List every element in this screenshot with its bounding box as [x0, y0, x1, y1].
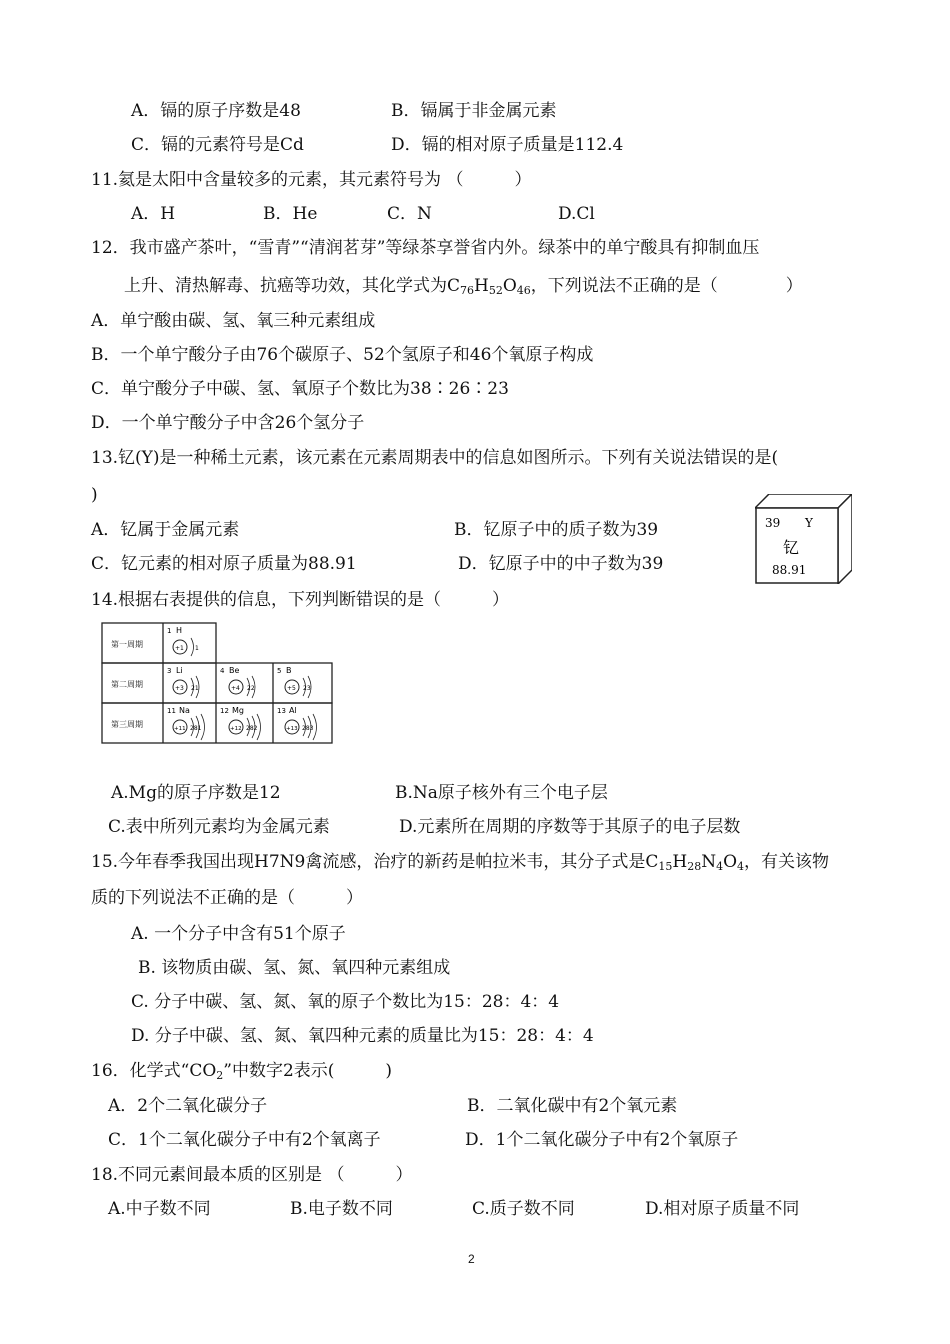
q13-option-b: B．钇原子中的质子数为39 — [454, 520, 659, 540]
q16-sub: 2 — [216, 1069, 224, 1082]
q15-stem-pre: 15.今年春季我国出现H7N9禽流感，治疗的新药是帕拉米韦，其分子式是C — [91, 852, 659, 872]
q15-option-b: B. 该物质由碳、氢、氮、氧四种元素组成 — [138, 958, 451, 978]
q15-stem-post: ，有关该物 — [744, 852, 830, 872]
q15-option-d: D. 分子中碳、氢、氮、氧四种元素的质量比为15：28：4：4 — [131, 1026, 594, 1046]
q18-option-a: A.中子数不同 — [108, 1199, 211, 1219]
q14-stem: 14.根据右表提供的信息，下列判断错误的是（ ） — [91, 590, 510, 610]
q15-option-c: C. 分子中碳、氢、氮、氧的原子个数比为15：28：4：4 — [131, 992, 560, 1012]
yttrium-element-cell — [755, 494, 852, 584]
na-number: 11 — [167, 707, 176, 715]
al-nucleus: +13 — [286, 726, 298, 732]
q10-option-c: C．镉的元素符号是Cd — [131, 135, 304, 155]
q16-option-d: D．1个二氧化碳分子中有2个氧原子 — [465, 1130, 739, 1150]
al-symbol: Al — [289, 706, 297, 715]
be-electrons: 22 — [247, 685, 255, 692]
q12-sub-h: 52 — [488, 284, 503, 297]
q13-stem-line1: 13.钇(Y)是一种稀土元素，该元素在元素周期表中的信息如图所示。下列有关说法错误的是( — [91, 448, 779, 468]
q16-stem-post: ”中数字2表示( ) — [223, 1061, 393, 1081]
q12-sub-c: 76 — [460, 284, 475, 297]
yttrium-name: 钇 — [783, 538, 800, 557]
period-label-3: 第三周期 — [111, 720, 143, 729]
cell-lithium — [167, 666, 199, 698]
cell-aluminium — [277, 706, 317, 740]
li-symbol: Li — [176, 666, 183, 675]
q14-option-c: C.表中所列元素均为金属元素 — [108, 817, 330, 837]
q12-option-d: D．一个单宁酸分子中含26个氢分子 — [91, 413, 365, 433]
q12-option-a: A．单宁酸由碳、氢、氧三种元素组成 — [91, 311, 376, 331]
q13-stem-line2: ) — [91, 485, 98, 505]
cell-beryllium — [220, 666, 255, 698]
q15-stem-line2: 质的下列说法不正确的是（ ） — [91, 888, 363, 908]
period-label-2: 第二周期 — [111, 680, 143, 689]
q11-option-c: C．N — [387, 204, 432, 224]
q11-option-d: D.Cl — [558, 204, 595, 224]
q15-option-a: A. 一个分子中含有51个原子 — [131, 924, 346, 944]
q10-option-b: B．镉属于非金属元素 — [391, 101, 557, 121]
q18-option-c: C.质子数不同 — [472, 1199, 575, 1219]
q16-stem-pre: 16．化学式“CO — [91, 1061, 217, 1081]
mg-nucleus: +12 — [230, 726, 242, 732]
na-electrons: 281 — [190, 725, 202, 732]
yttrium-symbol: Y — [805, 516, 813, 530]
b-electrons: 23 — [303, 685, 311, 692]
q15-sub-c: 15 — [658, 860, 673, 873]
q12-stem-line2 — [124, 275, 803, 297]
q14-option-b: B.Na原子核外有三个电子层 — [395, 783, 608, 803]
q15-h: H — [672, 852, 688, 872]
q10-option-a: A．镉的原子序数是48 — [131, 101, 301, 121]
b-symbol: B — [286, 666, 292, 675]
q14-option-a: A.Mg的原子序数是12 — [111, 783, 281, 803]
q11-option-b: B．He — [263, 204, 318, 224]
page-number: 2 — [468, 1252, 475, 1266]
q15-sub-h: 28 — [687, 860, 702, 873]
yttrium-mass: 88.91 — [772, 563, 807, 577]
q18-option-b: B.电子数不同 — [290, 1199, 393, 1219]
be-symbol: Be — [229, 666, 240, 675]
b-nucleus: +5 — [287, 685, 296, 692]
cell-magnesium — [220, 706, 261, 740]
q15-n: N — [701, 852, 717, 872]
q12-option-b: B．一个单宁酸分子由76个碳原子、52个氢原子和46个氧原子构成 — [91, 345, 594, 365]
q15-o: O — [723, 852, 738, 872]
q16-stem — [91, 1060, 392, 1082]
q13-option-a: A．钇属于金属元素 — [91, 520, 240, 540]
li-number: 3 — [167, 667, 172, 675]
q12-stem-line1: 12．我市盛产茶叶，“雪青”“清润茗芽”等绿茶享誉省内外。绿茶中的单宁酸具有抑制血压 — [91, 238, 760, 258]
q13-option-d: D．钇原子中的中子数为39 — [458, 554, 664, 574]
mg-number: 12 — [220, 707, 229, 715]
q16-option-c: C．1个二氧化碳分子中有2个氧离子 — [108, 1130, 381, 1150]
q15-sub-n: 4 — [716, 860, 724, 873]
h-symbol: H — [176, 626, 183, 635]
mg-electrons: 282 — [246, 725, 258, 732]
mg-symbol: Mg — [232, 706, 244, 715]
h-electrons: 1 — [195, 645, 199, 652]
li-nucleus: +3 — [175, 685, 184, 692]
q12-stem-pre: 上升、清热解毒、抗癌等功效，其化学式为C — [124, 276, 461, 296]
b-number: 5 — [277, 667, 282, 675]
q11-stem: 11.氦是太阳中含量较多的元素，其元素符号为 （ ） — [91, 170, 532, 190]
q10-option-d: D．镉的相对原子质量是112.4 — [391, 135, 624, 155]
q18-option-d: D.相对原子质量不同 — [645, 1199, 800, 1219]
q12-h: H — [474, 276, 489, 296]
q18-stem: 18.不同元素间最本质的区别是 （ ） — [91, 1165, 413, 1185]
al-number: 13 — [277, 707, 286, 715]
yttrium-atomic-number: 39 — [765, 516, 781, 530]
q16-option-a: A．2个二氧化碳分子 — [108, 1096, 268, 1116]
h-number: 1 — [167, 627, 172, 635]
q12-option-c: C．单宁酸分子中碳、氢、氧原子个数比为38∶26∶23 — [91, 379, 509, 399]
q15-sub-o: 4 — [737, 860, 745, 873]
cell-boron — [277, 666, 311, 698]
q11-option-a: A．H — [131, 204, 176, 224]
li-electrons: 21 — [191, 685, 199, 692]
period-label-1: 第一周期 — [111, 640, 143, 649]
q12-o: O — [502, 276, 517, 296]
cell-sodium — [167, 706, 205, 740]
al-electrons: 283 — [302, 725, 314, 732]
q12-sub-o: 46 — [516, 284, 531, 297]
na-symbol: Na — [179, 706, 190, 715]
cell-hydrogen — [167, 626, 199, 656]
q12-stem-post: ，下列说法不正确的是（ ） — [530, 276, 803, 296]
periodic-table-figure — [101, 622, 333, 745]
q14-option-d: D.元素所在周期的序数等于其原子的电子层数 — [399, 817, 741, 837]
be-nucleus: +4 — [231, 685, 240, 692]
h-nucleus: +1 — [175, 645, 184, 652]
q13-option-c: C．钇元素的相对原子质量为88.91 — [91, 554, 357, 574]
be-number: 4 — [220, 667, 225, 675]
q16-option-b: B．二氧化碳中有2个氧元素 — [467, 1096, 678, 1116]
q15-stem-line1 — [91, 851, 829, 873]
na-nucleus: +11 — [174, 726, 186, 732]
